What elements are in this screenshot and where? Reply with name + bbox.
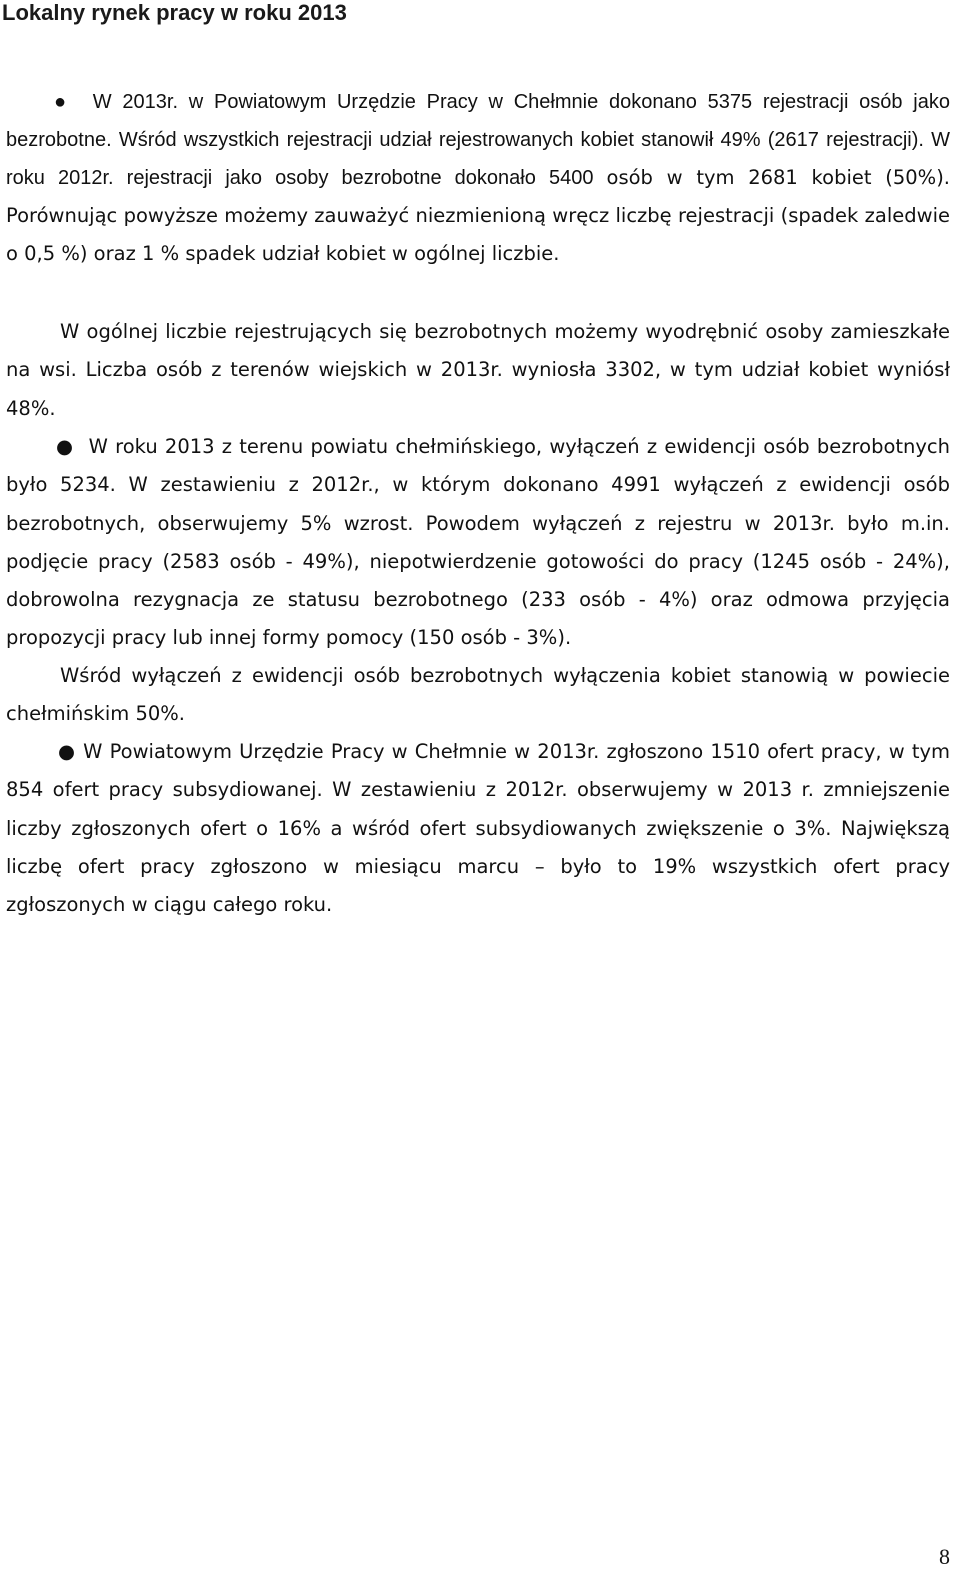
bullet-icon: ● (54, 91, 72, 113)
paragraph-job-offers-text: W Powiatowym Urzędzie Pracy w Chełmnie w 2013r. zgłoszono 1510 ofert pracy, w tym 854 ofert pracy subsydiowanej. W zestawieniu z 2012r. obserwujemy w 2013 r. zmniejszenie liczby zgłoszonych ofert o 16% a wśród ofert subsydiowanych zwiększenie o 3%. Największą liczbę ofert pracy zgłoszono w miesiącu marcu – było to 19% wszystkich ofert pracy zgłoszonych w ciągu całego roku. (6, 740, 951, 917)
page-number: 8 (939, 1544, 950, 1569)
paragraph-women-deregistrations: Wśród wyłączeń z ewidencji osób bezrobotnych wyłączenia kobiet stanowią w powiecie chełmińskim 50%. (6, 664, 950, 726)
paragraph-registrations-text-a: W 2013r. w Powiatowym Urzędzie Pracy w Chełmnie dokonano 5375 rejestracji osób jako bezrobotne. Wśród wszystkich rejestracji udział rejestrowanych kobiet stanowił 49% (2617 rejestracji). W roku 2012r. rejestracji jako osoby bezrobotne dokonało 5400 (6, 91, 950, 189)
paragraph-deregistrations-text: W roku 2013 z terenu powiatu chełmińskiego, wyłączeń z ewidencji osób bezrobotnych było 5234. W zestawieniu z 2012r., w którym dokonano 4991 wyłączeń z ewidencji osób bezrobotnych, obserwujemy 5% wzrost. Powodem wyłączeń z rejestru w 2013r. było m.in. podjęcie pracy (2583 osób - 49%), niepotwierdzenie gotowości do pracy (1245 osób - 24%), dobrowolna rezygnacja ze statusu bezrobotnego (233 osób - 4%) oraz odmowa przyjęcia propozycji pracy lub innej formy pomocy (150 osób - 3%). (6, 435, 950, 650)
paragraph-registrations (6, 83, 950, 273)
paragraph-rural: W ogólnej liczbie rejestrujących się bezrobotnych możemy wyodrębnić osoby zamieszkałe na wsi. Liczba osób z terenów wiejskich w 2013r. wyniosła 3302, w tym udział kobiet wyniósł 48%. (6, 320, 950, 420)
paragraph-deregistrations (6, 428, 950, 658)
paragraph-registrations-text-b: osób w tym 2681 kobiet (50%). Porównując powyższe możemy zauważyć niezmienioną wręcz liczbę rejestracji (spadek zaledwie o 0,5 %) oraz 1 % spadek udział kobiet w ogólnej liczbie. (6, 166, 951, 265)
bullet-icon: ● (56, 435, 75, 458)
bullet-icon: ● (58, 740, 76, 763)
paragraph-job-offers (6, 733, 950, 924)
page-title: Lokalny rynek pracy w roku 2013 (2, 0, 347, 25)
